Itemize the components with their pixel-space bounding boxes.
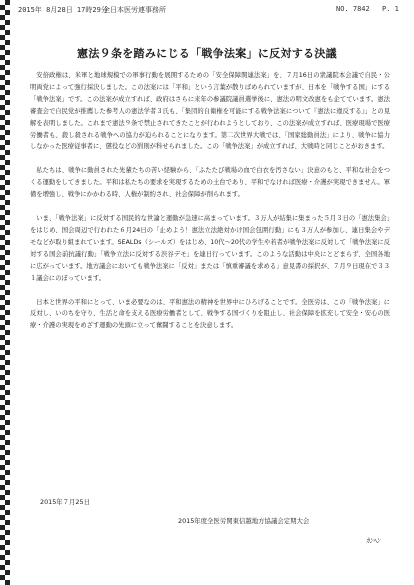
document-body <box>30 70 390 344</box>
document-title: 憲法９条を踏みにじる「戦争法案」に反対する決議 <box>77 47 337 60</box>
document-date: 2015年７月25日 <box>40 498 90 506</box>
fax-header-page: P. 1 <box>382 5 399 13</box>
fax-edge-strip <box>0 0 10 585</box>
body-paragraph-4: 日本と世界の平和にとって、いま必要なのは、平和憲法の精神を世界中にひろげることです。全医労は、この「戦争法案」に反対し、いのちを守り、生活と命を支える医療労働者として、戦争する国づくりを阻止し、社会保障を拡充して安全・安心の医療・介護の実現をめざす運動の先頭に立って奮闘することを決意します。 <box>30 298 390 330</box>
fax-header <box>18 5 406 15</box>
body-paragraph-2: 私たちは、戦争に動員された先輩たちの苦い経験から、「ふたたび戦場の血で白衣を汚さない」決意のもと、平和な社会をつくる運動をしてきました。平和は私たちの要求を実現するための土台であり、平和でなければ医療・介護が実現できません。軍備を増強し、戦争にかかわる時、人権が制約され、社会保障が削られます。 <box>30 167 390 199</box>
body-paragraph-1: 安倍政権は、米軍と地球規模での軍事行動を展開するための「安全保障関連法案」を、７月16日の衆議院本会議で自民・公明両党によって強行採決しました。この法案には「平和」という言葉が散りばめられていますが、日本を「戦争する国」にする「戦争法案」です。この法案が成立すれば、政府はさらに来年の参議院議員選挙後に、憲法の明文改憲をも企てています。憲法審査会で自民党が推薦した参考人の憲法学者３氏も、「集団的自衛権を可能にする戦争法案について『憲法に違反する』」との見解を表明しました。これまで憲法９条で禁止されてきたことが行われようとしており、この法案が成立すれば、医療現場で医療労働者も、殺し殺される戦争への協力が迫られることになります。第二次世界大戦では、「国家総動員法」により、戦争に協力しなかった医療従事者に、懲役などの罰則が科せられました。この「戦争法案」が成立すれば、大戦時と同じことがおきます。 <box>30 72 390 151</box>
fax-header-sender: 全日本医労連事務所 <box>103 6 166 14</box>
document-organization: 2015年度全医労関東信越地方協議会定期大会 <box>178 517 310 525</box>
body-paragraph-3: いま、「戦争法案」に反対する国民的な世論と運動が急速に高まっています。３万人が結集に集まった５月３日の「憲法集会」をはじめ、国会周辺で行われた６月24日の「止めよう！憲法立法絶対かけ国会包囲行動」にも３万人が参加し、連日集会やデモなどが取り組まれています。SEALDs（シールズ）をはじめ、10代〜20代の学生や若者が戦争法案に反対して「戦争法案に反対する国会前抗議行動」「戦争立法に反対する渋谷デモ」を連日行っています。このような活動は中央にとどまらず、全国各地に広がっています。地方議会においても戦争法案に「反対」または「慎重審議を求める」意見書の採択が、７月９日現在で３３１議会にのぼっています。 <box>30 215 391 282</box>
fax-header-date: 2015年 8月28日 17時29分 <box>18 6 108 14</box>
fax-header-number: NO. 7842 <box>336 5 370 13</box>
handwritten-mark: ｶﾝﾍﾝ <box>366 537 380 545</box>
